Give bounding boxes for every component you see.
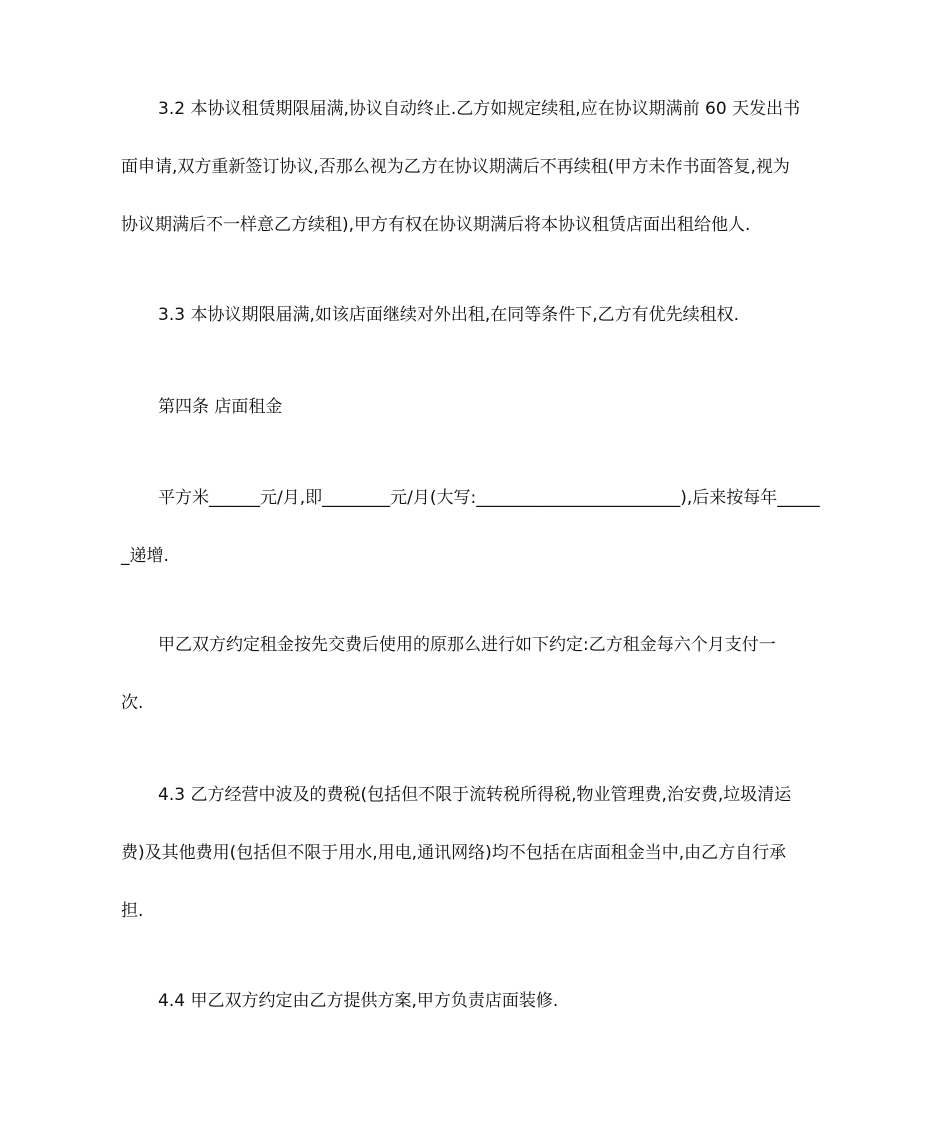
clause-3-3-line-1: 3.3 本协议期限届满,如该店面继续对外出租,在同等条件下,乙方有优先续租权. xyxy=(158,305,740,325)
rent-amount-line-2: _递增. xyxy=(121,546,169,566)
rent-amount-line-1: 平方米______元/月,即________元/月(大写:________________________),后来按每年_____ xyxy=(158,488,820,508)
clause-3-2-line-3: 协议期满后不一样意乙方续租),甲方有权在协议期满后将本协议租赁店面出租给他人. xyxy=(121,215,751,235)
payment-terms-line-1: 甲乙双方约定租金按先交费后使用的原那么进行如下约定:乙方租金每六个月支付一 xyxy=(158,635,776,655)
clause-3-2-line-1: 3.2 本协议租赁期限届满,协议自动终止.乙方如规定续租,应在协议期满前 60 天发出书 xyxy=(158,99,801,119)
payment-terms-line-2: 次. xyxy=(121,693,144,713)
clause-4-4-line-1: 4.4 甲乙双方约定由乙方提供方案,甲方负责店面装修. xyxy=(158,991,559,1011)
clause-4-3-line-1: 4.3 乙方经营中波及的费税(包括但不限于流转税所得税,物业管理费,治安费,垃圾清运 xyxy=(158,785,792,805)
article-4-heading: 第四条 店面租金 xyxy=(158,397,283,417)
clause-4-3-line-3: 担. xyxy=(121,901,144,921)
clause-4-3-line-2: 费)及其他费用(包括但不限于用水,用电,通讯网络)均不包括在店面租金当中,由乙方自行承 xyxy=(121,843,787,863)
clause-3-2-line-2: 面申请,双方重新签订协议,否那么视为乙方在协议期满后不再续租(甲方未作书面答复,视为 xyxy=(121,157,790,177)
